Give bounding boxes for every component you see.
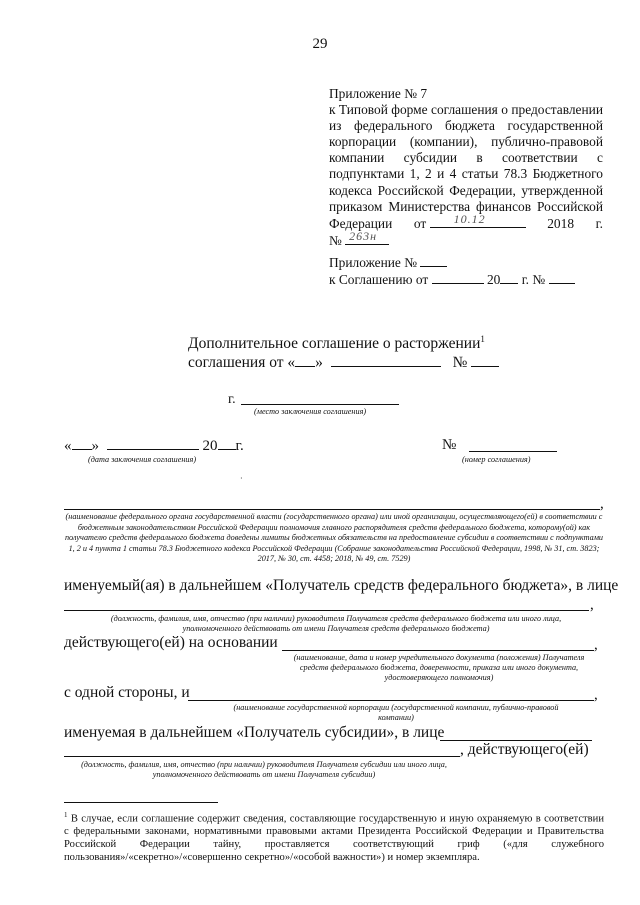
footnote-marker: 1 <box>64 811 68 819</box>
recipient-subsidy-text: именуемая в дальнейшем «Получатель субсидии», в лице <box>64 724 445 741</box>
date-day-field <box>72 437 92 450</box>
date-caption: (дата заключения соглашения) <box>88 455 197 464</box>
annex2-year: 20 <box>486 272 501 287</box>
title-day-field <box>295 354 315 367</box>
date-year: 20 <box>202 438 218 454</box>
annex-line: кодекса Российской Федерации, утвержденной <box>329 182 603 198</box>
date-quote-close: » <box>91 438 99 454</box>
basis-field <box>282 650 594 651</box>
annex2-number-label: г. № <box>521 272 546 287</box>
official-field <box>64 610 589 611</box>
footnote <box>64 809 604 865</box>
agreement-number-field <box>469 451 557 452</box>
place-caption: (место заключения соглашения) <box>254 407 367 416</box>
order-date-handwritten: 10.12 <box>453 211 486 226</box>
number-prefix: № <box>442 437 457 453</box>
date-row <box>64 437 244 455</box>
order-from: от <box>413 215 427 231</box>
recipient-budget-text: именуемый(ая) в дальнейшем «Получатель средств федерального бюджета», в лице <box>64 577 619 594</box>
annex2-date-field <box>432 271 484 284</box>
footnote-line: Российской Федерации тайну, проставляется соответствующий гриф («для служебного <box>64 839 604 851</box>
number-caption: (номер соглашения) <box>462 455 531 464</box>
document-title <box>188 330 499 372</box>
organization-field <box>64 509 600 510</box>
order-date <box>413 211 526 232</box>
official-caption: (должность, фамилия, имя, отчество (при наличии) руководителя Получателя средств федерального бюджета или иного лица, уполномоченного действовать от имени Получателя средств федерального бюджета) <box>110 614 562 633</box>
annex-header <box>329 86 603 249</box>
title-line1: Дополнительное соглашение о расторжении <box>188 335 481 353</box>
footnote-ref: 1 <box>480 334 485 344</box>
date-year-field <box>218 437 236 450</box>
annex2-label: Приложение № <box>329 255 417 270</box>
acting-basis-text: действующего(ей) на основании <box>64 634 278 651</box>
date-quote-open: « <box>64 438 72 454</box>
annex-line: из федерального бюджета государственной <box>329 118 603 134</box>
corporation-field <box>188 700 594 701</box>
title-line2-start: соглашения от « <box>188 354 296 372</box>
annex2-line2 <box>329 271 575 288</box>
order-year: 2018 <box>547 215 575 231</box>
annex2-number2-field <box>549 271 575 284</box>
order-prefix: Федерации <box>329 215 393 231</box>
date-year-suffix: г. <box>235 438 244 454</box>
title-quote-close: » <box>315 354 323 372</box>
page-number: 29 <box>312 36 328 52</box>
annex2-number-field <box>420 254 447 267</box>
subsidy-official-field-2 <box>64 756 460 757</box>
acting-end-text: , действующего(ей) <box>460 741 589 758</box>
footnote-line: В случае, если соглашение содержит сведения, составляющие государственную и иную охраняемую в соответствии <box>70 813 604 825</box>
footnote-rule <box>64 802 218 803</box>
title-month-field <box>331 354 441 367</box>
comma: , <box>600 496 604 512</box>
comma: , <box>590 597 594 613</box>
order-date-field <box>430 211 526 228</box>
one-side-text: с одной стороны, и <box>64 684 190 701</box>
annex-line: подпунктами 1, 2 и 4 статьи 78.3 Бюджетного <box>329 166 603 182</box>
title-number-label: № <box>452 354 468 372</box>
agreement-annex <box>329 254 575 288</box>
footnote-line: пользования»/«секретно»/«совершенно секретно»/«особой важности») и номер экземпляра. <box>64 851 480 863</box>
annex2-agreement-from: к Соглашению от <box>329 272 429 287</box>
basis-caption: (наименование, дата и номер учредительного документа (положения) Получателя средств федерального бюджета, доверенности, приказа или иного документа, удостоверяющего полномочия) <box>293 653 585 682</box>
order-number-field <box>345 228 389 245</box>
order-number-handwritten: 263н <box>349 228 378 243</box>
comma: , <box>594 637 598 653</box>
corporation-caption: (наименование государственной корпорации (государственной компании, публично-правовой компании) <box>233 703 559 722</box>
order-year-suffix: г. <box>595 215 603 231</box>
annex2-line1 <box>329 254 575 271</box>
annex-line: к Типовой форме соглашения о предоставлении <box>329 102 603 118</box>
place-field <box>241 404 399 405</box>
date-month-field <box>107 437 199 450</box>
annex-line: компании субсидии в соответствии с <box>329 150 603 166</box>
title-number-field <box>471 354 499 367</box>
order-number-line <box>329 228 603 249</box>
order-number-prefix: № <box>329 232 342 248</box>
annex-line: корпорации (компании), публично-правовой <box>329 134 603 150</box>
footnote-line: с федеральными законами, нормативными правовыми актами Президента Российской Федерации и Правительства <box>64 826 604 838</box>
annex-line: приказом Министерства финансов Российской <box>329 198 603 214</box>
place-prefix: г. <box>228 392 236 407</box>
comma: , <box>594 687 598 703</box>
dot-mark: · <box>240 474 243 483</box>
annex2-year-field <box>500 271 518 284</box>
annex-title: Приложение № 7 <box>329 86 428 101</box>
organization-caption: (наименование федерального органа государственной власти (государственного органа) или иной организации, осуществляющего(ей) в соответствии с бюджетным законодательством Российской Федерации полномочия главного распорядителя средств федерального бюджета, которому(ой) как получателю средств федерального бюджета доведены лимиты бюджетных обязательств на предоставление субсидии в соответствии с подпунктами 1, 2 и 4 пункта 1 статьи 78.3 Бюджетного кодекса Российской Федерации (Собрание законодательства Российской Федерации, 1998, № 31, ст. 3823; 2017, № 30, ст. 4458; 2018, № 49, ст. 7529) <box>64 512 604 564</box>
subsidy-official-caption: (должность, фамилия, имя, отчество (при наличии) руководителя Получателя субсидии или иного лица, уполномоченного действовать от имени Получателя субсидии) <box>81 760 447 779</box>
